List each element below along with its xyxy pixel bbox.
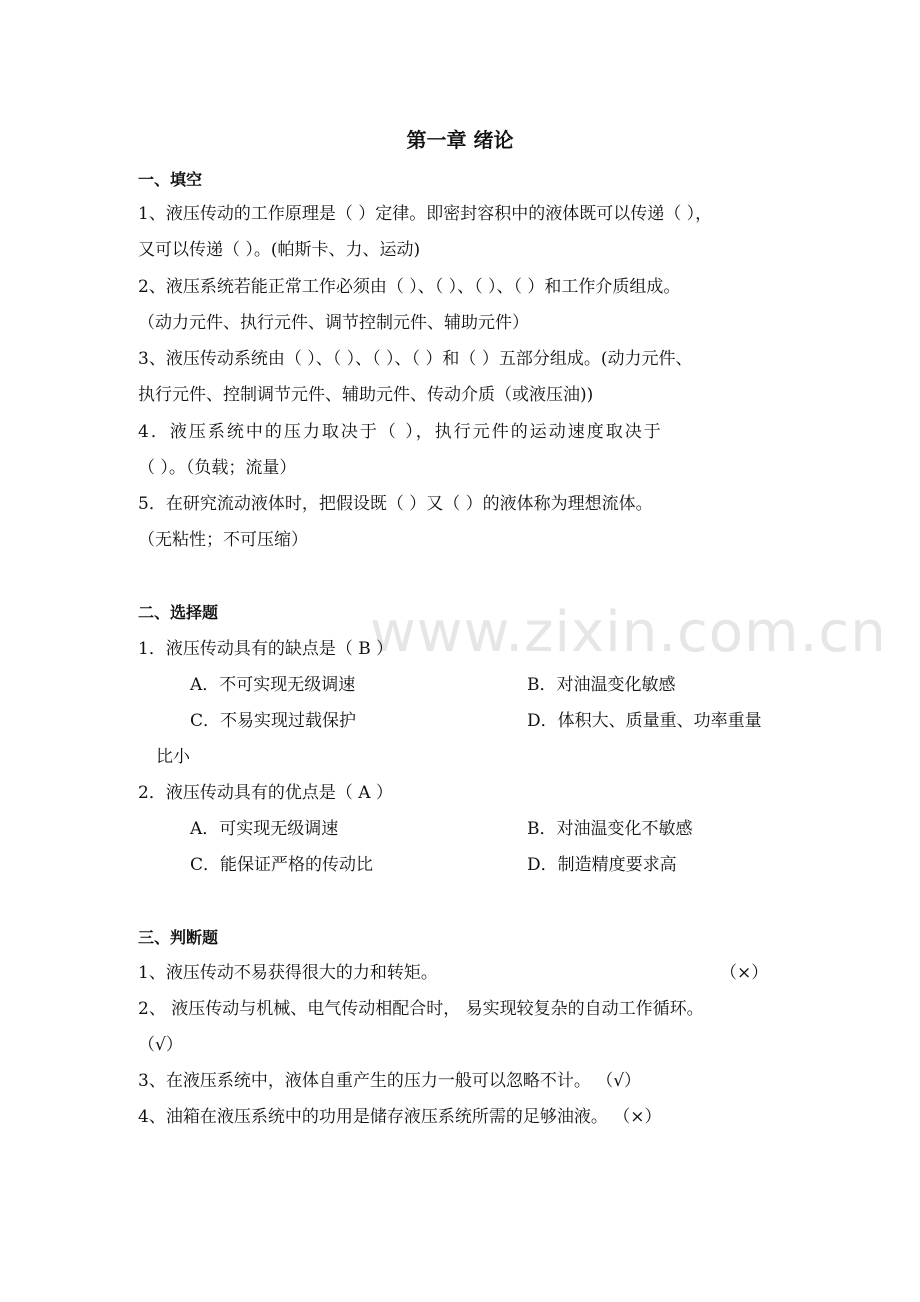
fill-line: 4．液压系统中的压力取决于（ ），执行元件的运动速度取决于: [138, 422, 663, 442]
fill-line: （动力元件、执行元件、调节控制元件、辅助元件）: [138, 313, 529, 333]
choice-option: B．对油温变化敏感: [527, 675, 676, 695]
choice-option: C．不易实现过载保护: [190, 711, 357, 731]
choice-option: D．体积大、质量重、功率重量: [527, 711, 762, 731]
fill-line: （ ）。（负载；流量）: [138, 458, 297, 478]
judge-item-3: 3、在液压系统中，液体自重产生的压力一般可以忽略不计。 （√）: [138, 1071, 642, 1091]
choice-option: A．不可实现无级调速: [190, 675, 356, 695]
judge-answer-2: （√）: [138, 1035, 183, 1055]
fill-line: 5．在研究流动液体时，把假设既（ ）又（ ）的液体称为理想流体。: [138, 494, 653, 514]
choice-option: D．制造精度要求高: [527, 855, 677, 875]
choice-option: B．对油温变化不敏感: [527, 819, 693, 839]
judge-item-1: 1、液压传动不易获得很大的力和转矩。: [138, 963, 438, 983]
choice-question-1: 1．液压传动具有的缺点是（ B ）: [138, 639, 394, 659]
fill-line: 又可以传递（ ）。(帕斯卡、力、运动): [138, 240, 421, 260]
choice-option-continuation: 比小: [156, 747, 190, 767]
section-heading-choice: 二、选择题: [138, 603, 219, 622]
choice-option: C．能保证严格的传动比: [190, 855, 374, 875]
section-heading-judge: 三、判断题: [138, 928, 219, 947]
page-title: 第一章 绪论: [406, 128, 514, 152]
fill-line: （无粘性；不可压缩）: [138, 530, 308, 550]
choice-option: A．可实现无级调速: [190, 819, 339, 839]
section-heading-fill: 一、填空: [138, 170, 203, 189]
fill-line: 3、液压传动系统由（ ）、（ ）、（ ）、（ ）和（ ）五部分组成。(动力元件、: [138, 349, 693, 369]
fill-line: 2、液压系统若能正常工作必须由（ ）、（ ）、（ ）、（ ）和工作介质组成。: [138, 277, 681, 297]
judge-item-2: 2、 液压传动与机械、电气传动相配合时， 易实现较复杂的自动工作循环。: [138, 999, 704, 1019]
choice-question-2: 2．液压传动具有的优点是（ A ）: [138, 783, 393, 803]
judge-item-4: 4、油箱在液压系统中的功用是储存液压系统所需的足够油液。 （×）: [138, 1107, 662, 1127]
fill-line: 1、液压传动的工作原理是（ ）定律。即密封容积中的液体既可以传递（ ），: [138, 204, 713, 224]
watermark: www.zixin.com.cn: [370, 600, 887, 665]
judge-answer-1: （×）: [720, 963, 769, 983]
fill-line: 执行元件、控制调节元件、辅助元件、传动介质（或液压油)): [138, 385, 594, 405]
